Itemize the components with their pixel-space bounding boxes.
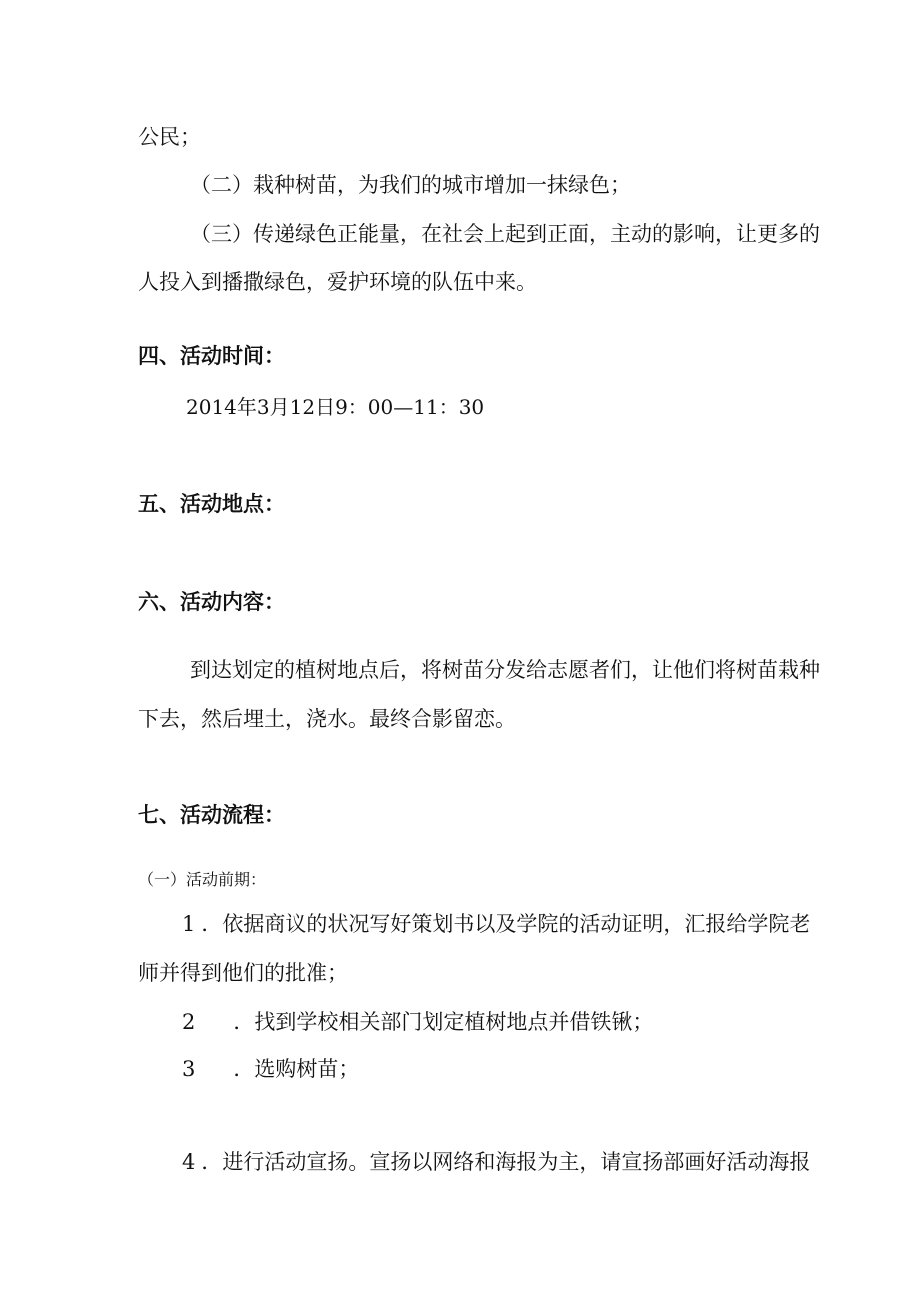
list-item-number: 4 [182, 1150, 196, 1174]
paragraph-line: 公民； [138, 125, 201, 149]
section-heading-content: 六、活动内容： [138, 590, 285, 614]
section-heading-location: 五、活动地点： [138, 492, 285, 516]
subsection-prephase: （一）活动前期： [138, 870, 267, 889]
list-item [182, 914, 810, 935]
list-item-number: 1 [182, 912, 196, 936]
list-item [182, 1152, 810, 1173]
content-line2: 下去，然后埋土，浇水。最终合影留恋。 [138, 707, 516, 731]
list-item [182, 1059, 359, 1080]
activity-time: 2014年3月12日9：00—11：30 [186, 395, 485, 419]
list-item-text: ．选购树苗； [233, 1057, 360, 1081]
list-item-text: ．找到学校相关部门划定植树地点并借铁锹； [233, 1010, 654, 1034]
list-item-number: 3 [182, 1057, 196, 1081]
paragraph-goal-3-line2: 人投入到播撒绿色，爱护环境的队伍中来。 [138, 270, 537, 294]
list-item-continuation: 师并得到他们的批准； [138, 961, 348, 985]
section-heading-process: 七、活动流程： [138, 803, 285, 827]
paragraph-goal-3-line1: （三）传递绿色正能量，在社会上起到正面，主动的影响，让更多的 [190, 222, 820, 246]
list-item-text: ．依据商议的状况写好策划书以及学院的活动证明，汇报给学院老 [201, 912, 811, 936]
section-heading-time: 四、活动时间： [138, 344, 285, 368]
list-item-number: 2 [182, 1010, 196, 1034]
list-item-text: ．进行活动宣扬。宣扬以网络和海报为主，请宣扬部画好活动海报 [201, 1150, 811, 1174]
paragraph-goal-2: （二）栽种树苗，为我们的城市增加一抹绿色； [190, 173, 631, 197]
list-item [182, 1012, 653, 1033]
content-line1: 到达划定的植树地点后，将树苗分发给志愿者们，让他们将树苗栽种 [190, 658, 820, 682]
